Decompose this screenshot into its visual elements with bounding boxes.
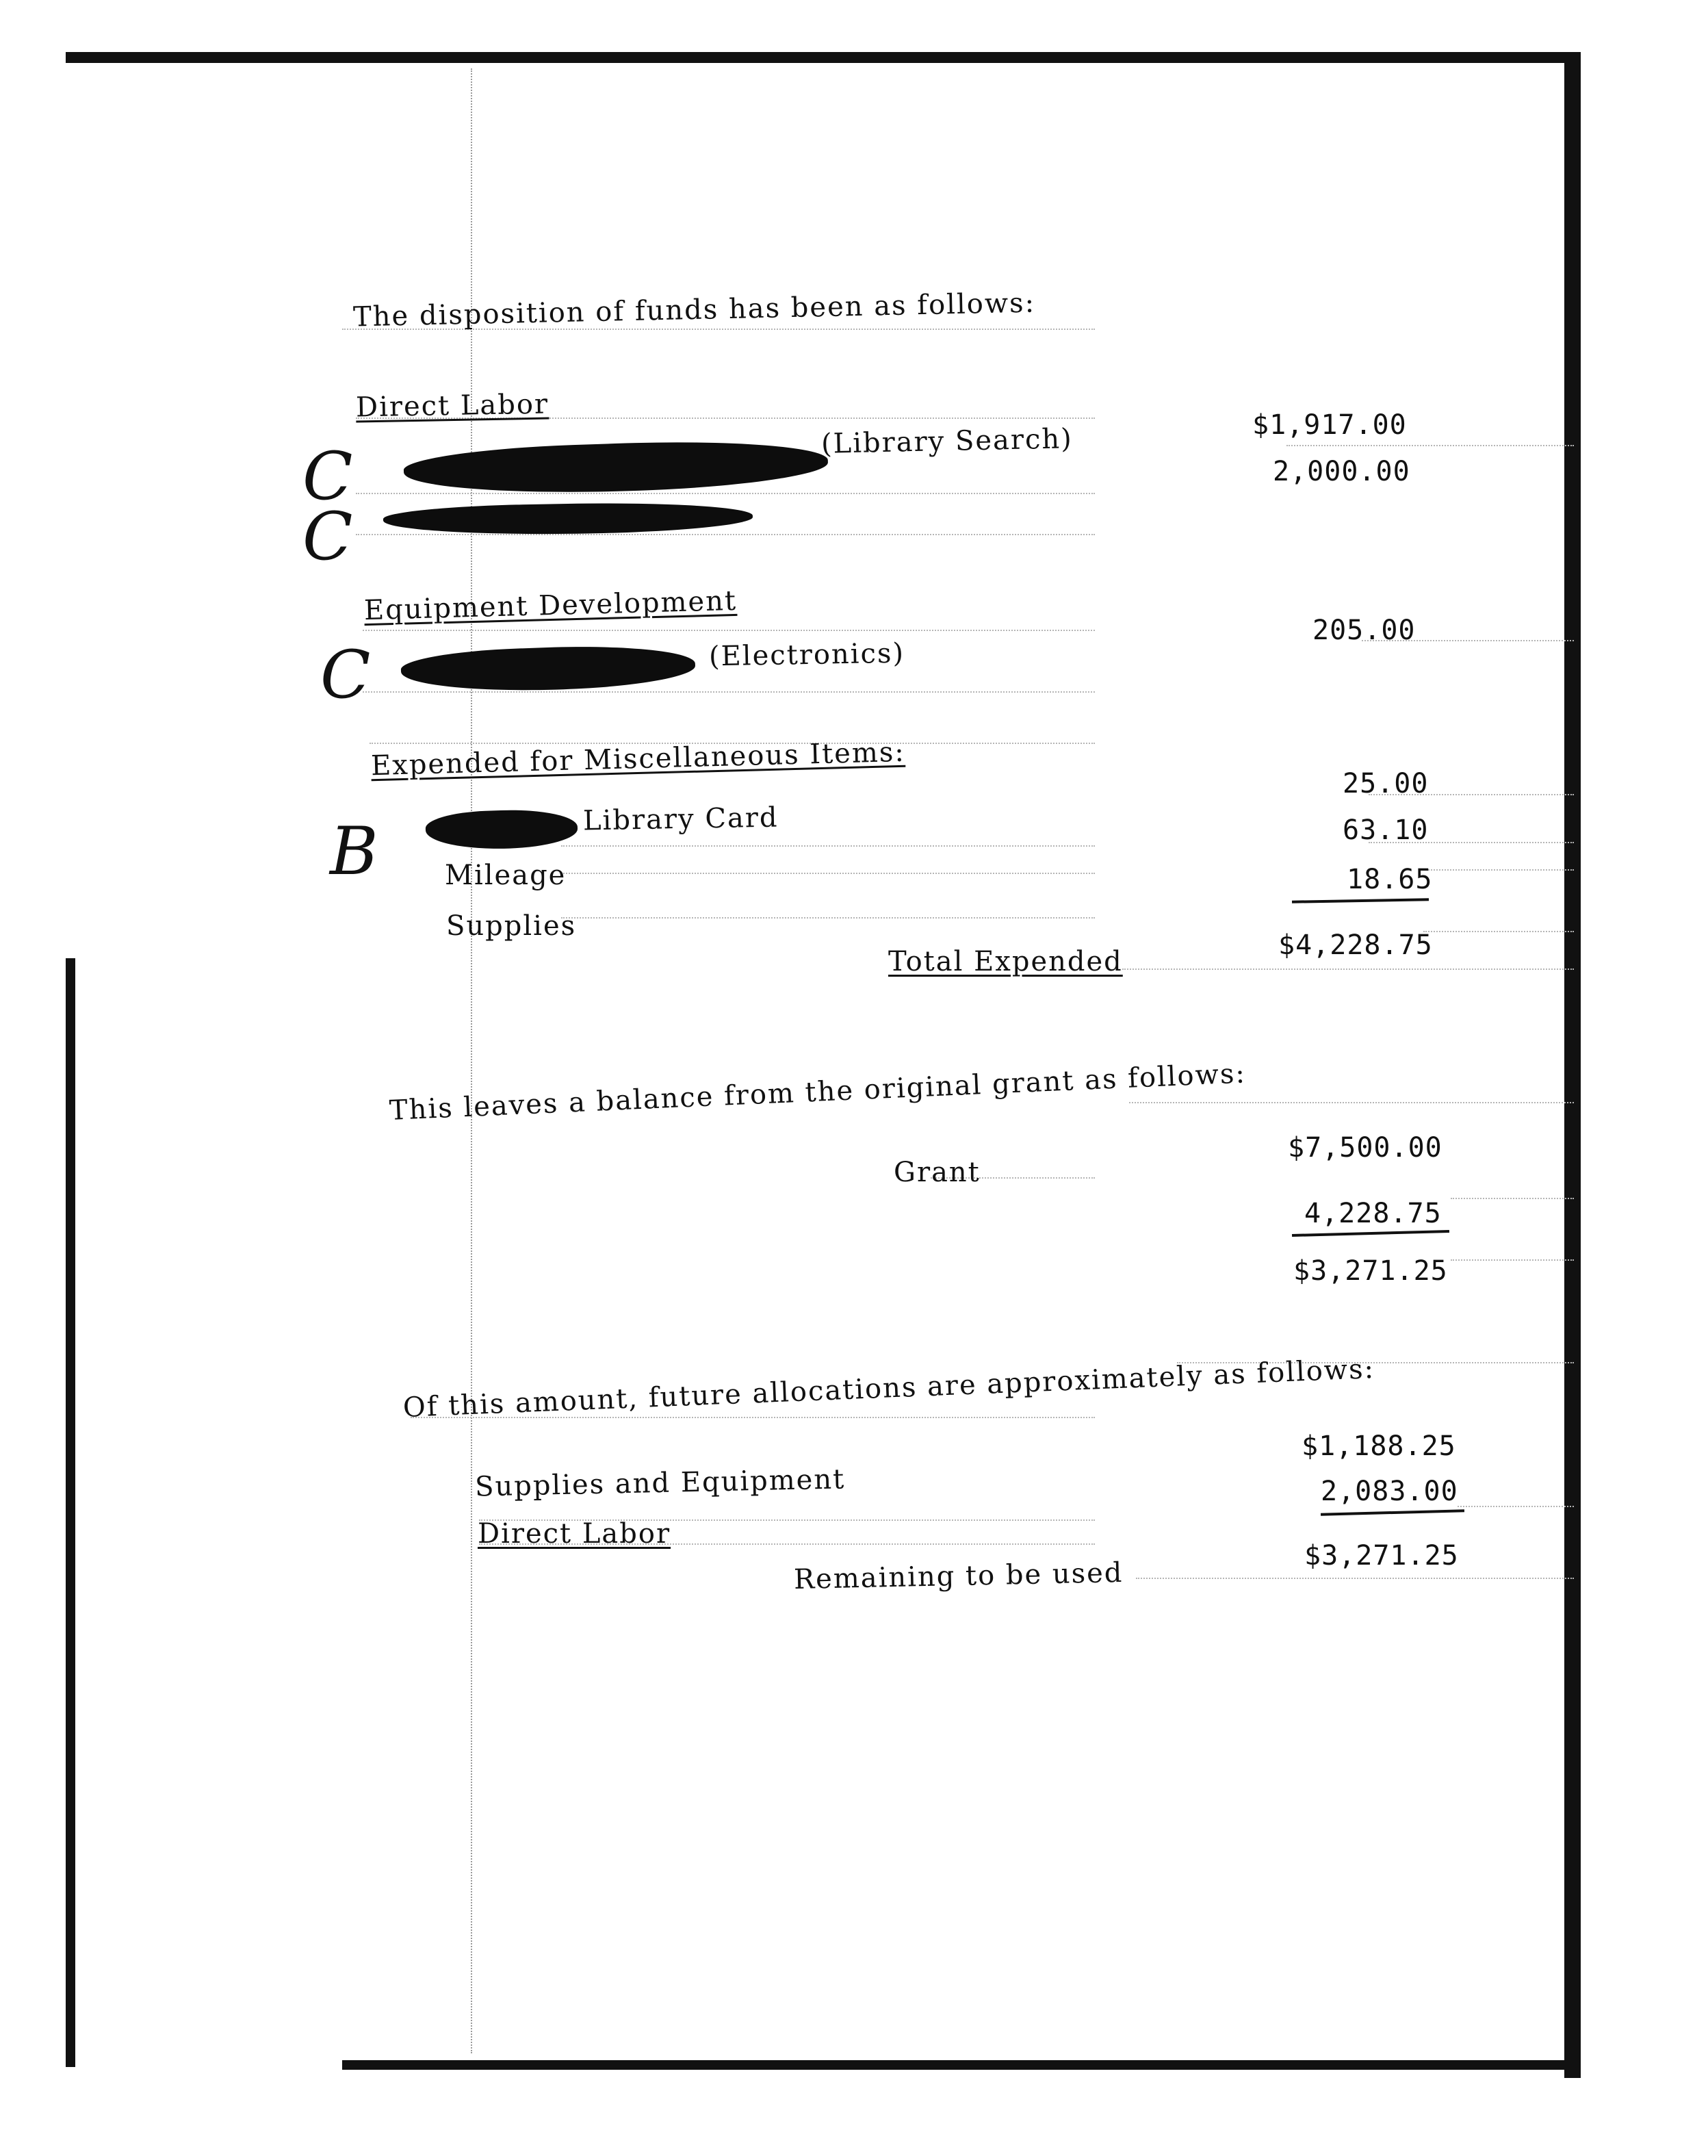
direct-labor-amount-2: 2,000.00 [1273,456,1410,487]
ruling [1423,931,1574,932]
supplies-equipment-label: Supplies and Equipment [474,1463,846,1503]
intro-text: The disposition of funds has been as follows: [352,287,1036,333]
balance-amount: $3,271.25 [1293,1255,1448,1287]
remaining-label: Remaining to be used [793,1556,1124,1596]
margin-mark-c-2: C [302,498,353,575]
equipment-amount: 205.00 [1312,615,1416,646]
library-search-label: (Library Search) [820,423,1074,460]
mileage-label: Mileage [445,860,567,891]
ruling [363,630,1095,631]
ruling [561,845,1095,847]
misc-heading: Expended for Miscellaneous Items: [370,736,906,782]
future-intro: Of this amount, future allocations are approximately as follows: [402,1352,1375,1424]
supplies-label: Supplies [446,910,577,942]
sum-rule [1292,898,1429,903]
ruling [561,873,1095,874]
misc-amount-1: 25.00 [1343,768,1429,799]
future-direct-labor-label: Direct Labor [478,1518,671,1550]
redaction-bar [400,643,696,695]
misc-amount-2: 63.10 [1343,814,1429,846]
ruling [1423,869,1574,871]
ruling [1458,1506,1574,1507]
margin-mark-c-1: C [302,438,353,515]
electronics-label: (Electronics) [708,637,905,673]
total-label: Total Expended [888,946,1123,977]
scan-edge-left [66,958,75,2067]
ruling [1451,1198,1574,1199]
ruling [356,493,1095,494]
expended-amount: 4,228.75 [1304,1198,1442,1229]
ruling [1122,968,1574,970]
future-amount-3: $3,271.25 [1304,1540,1459,1571]
balance-intro: This leaves a balance from the original grant as follows: [389,1057,1247,1127]
misc-amount-3: 18.65 [1347,864,1433,895]
margin-mark-b: B [330,813,378,890]
ruling [1451,1259,1574,1261]
sum-rule [1292,1230,1449,1237]
ruling [1129,1102,1574,1103]
ruling [356,534,1095,535]
future-amount-2: 2,083.00 [1321,1476,1458,1507]
grant-amount: $7,500.00 [1288,1132,1442,1164]
redaction-bar [403,436,829,499]
total-amount: $4,228.75 [1278,929,1433,961]
margin-mark-c-3: C [320,637,371,713]
ruling [363,691,1095,693]
scan-edge-top [66,52,1581,63]
direct-labor-heading: Direct Labor [355,388,549,424]
library-card-label: Library Card [582,801,779,837]
direct-labor-amount-1: $1,917.00 [1252,409,1407,441]
sum-rule [1321,1509,1464,1515]
fold-line [471,68,472,2053]
ruling [1286,445,1574,446]
scan-edge-bottom [342,2060,1581,2070]
ruling [561,917,1095,919]
grant-label: Grant [894,1157,981,1188]
ruling [1136,1578,1574,1579]
redaction-bar [425,808,578,851]
scan-edge-right [1564,52,1581,2078]
equipment-heading: Equipment Development [363,585,738,627]
future-amount-1: $1,188.25 [1302,1430,1456,1462]
redaction-bar [383,500,753,537]
